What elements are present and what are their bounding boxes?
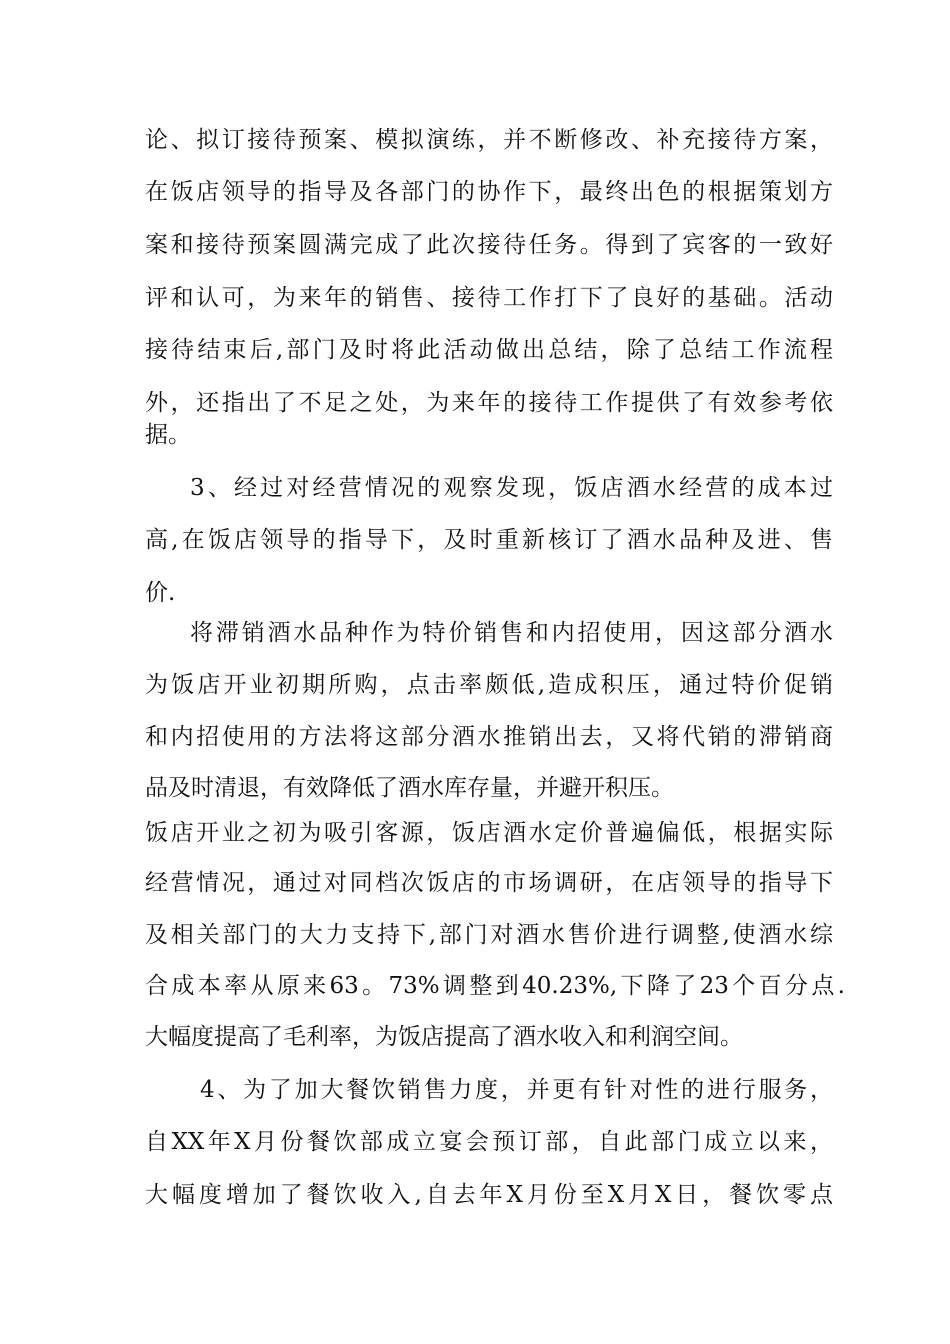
text-line: 案和接待预案圆满完成了此次接待任务。得到了宾客的一致好: [145, 232, 833, 258]
text-line: 大幅度提高了毛利率，为饭店提高了酒水收入和利润空间。: [145, 1024, 743, 1050]
text-line: 外，还指出了不足之处，为来年的接待工作提供了有效参考依: [145, 390, 833, 416]
text-line: 经营情况，通过对同档次饭店的市场调研，在店领导的指导下: [145, 870, 833, 896]
text-line: 品及时清退，有效降低了酒水库存量，并避开积压。: [145, 775, 674, 801]
text-line: 大幅度增加了餐饮收入,自去年X月份至X月X日，餐饮零点: [145, 1182, 833, 1208]
text-line: 论、拟订接待预案、模拟演练，并不断修改、补充接待方案，: [145, 127, 833, 153]
text-line: 及相关部门的大力支持下,部门对酒水售价进行调整,使酒水综: [145, 922, 833, 948]
text-line: 价.: [145, 580, 176, 606]
text-line: 接待结束后,部门及时将此活动做出总结，除了总结工作流程: [145, 337, 833, 363]
paragraph-first-line: 饭店开业之初为吸引客源，饭店酒水定价普遍偏低，根据实际: [145, 820, 833, 846]
paragraph-4-first-line: 4、为了加大餐饮销售力度，并更有针对性的进行服务，: [200, 1077, 833, 1103]
text-line: 评和认可，为来年的销售、接待工作打下了良好的基础。活动: [145, 285, 833, 311]
text-line: 高,在饭店领导的指导下，及时重新核订了酒水品种及进、售: [145, 527, 833, 553]
paragraph-first-line: 将滞销酒水品种作为特价销售和内招使用，因这部分酒水: [190, 620, 833, 646]
paragraph-3-first-line: 3、经过对经营情况的观察发现，饭店酒水经营的成本过: [190, 475, 833, 501]
text-line: 据。: [145, 422, 191, 448]
text-line: 合成本率从原来63。73%调整到40.23%,下降了23个百分点.: [145, 973, 845, 999]
text-line: 和内招使用的方法将这部分酒水推销出去，又将代销的滞销商: [145, 724, 833, 750]
text-line: 在饭店领导的指导及各部门的协作下，最终出色的根据策划方: [145, 179, 833, 205]
text-line: 自XX年X月份餐饮部成立宴会预订部，自此部门成立以来，: [145, 1129, 833, 1155]
text-line: 为饭店开业初期所购，点击率颇低,造成积压，通过特价促销: [145, 672, 833, 698]
